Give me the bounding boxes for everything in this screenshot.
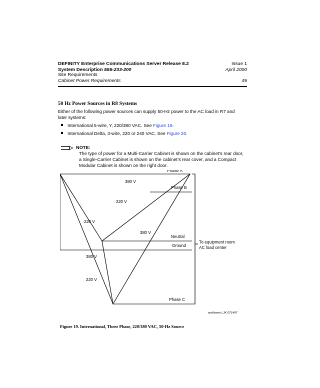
figure-file-id: andfswye LJK 071497 [208,310,238,315]
y-branch-c [102,241,113,304]
issue-date: April 2000 [225,67,247,73]
voltage-220-left: 220 V [84,219,95,224]
issue-label: Issue 1 [231,62,247,67]
y-branch-a [60,174,102,241]
running-header [58,62,247,84]
destination-line-2: AC load center [199,245,227,250]
note-pencil-icon [60,144,74,152]
voltage-380-bottom: 380 V [86,254,97,259]
voltage-380-top: 380 V [125,179,136,184]
wiring-diagram [60,170,250,322]
note-text: The type of power for a Multi-Carrier Cabinet is shown on the cabinet's rear door, a Single-Carrier Cabinet is shown on the cabinet's rear cover, and a Compact Modular Cabinet is shown on the right door. [79,151,244,169]
figure-caption: Figure 19. International, Three Phase, 220/380 VAC, 50-Hz Source [60,324,185,330]
neutral-label: Neutral [171,234,185,239]
header-rule [58,86,247,87]
page-number: 49 [241,78,247,84]
phase-a-label: Phase A [167,170,183,173]
voltage-220-mid: 220 V [116,199,127,204]
bullet-icon [61,124,63,126]
section-heading: 50 Hz Power Sources in R8 Systems [58,101,138,107]
document-title: DEFINITY Enterprise Communications Server Release 8.2 [58,62,189,67]
list-item: International Delta, 3-wire, 220 or 240 VAC. See Figure 20. [61,131,187,136]
ground-label: Ground [172,243,186,248]
list-item: International 5-wire, Y, 220/380 VAC. See Figure 19. [61,123,174,128]
destination-line-1: To equipment room [199,239,235,245]
figure-19-link[interactable]: Figure 19 [153,122,173,128]
chapter-name: Site Requirements [58,73,98,79]
phase-c-label: Phase C [169,297,186,302]
phase-b-label: Phase B [171,185,187,190]
bundle-bracket [192,174,195,304]
section-name: Cabinet Power Requirements [58,78,121,84]
figure-20-link[interactable]: Figure 20 [166,130,187,136]
bullet-icon [61,132,63,134]
voltage-220-bottom: 220 V [86,277,97,282]
note-label: NOTE: [76,144,91,150]
intro-paragraph: Either of the following power sources can supply 50-Hz power to the AC load in R7 and later systems: [58,109,235,121]
voltage-380-right: 380 V [140,230,151,235]
transformer-triangle [60,174,190,304]
document-subtitle: System Description 555-233-200 [58,67,132,73]
